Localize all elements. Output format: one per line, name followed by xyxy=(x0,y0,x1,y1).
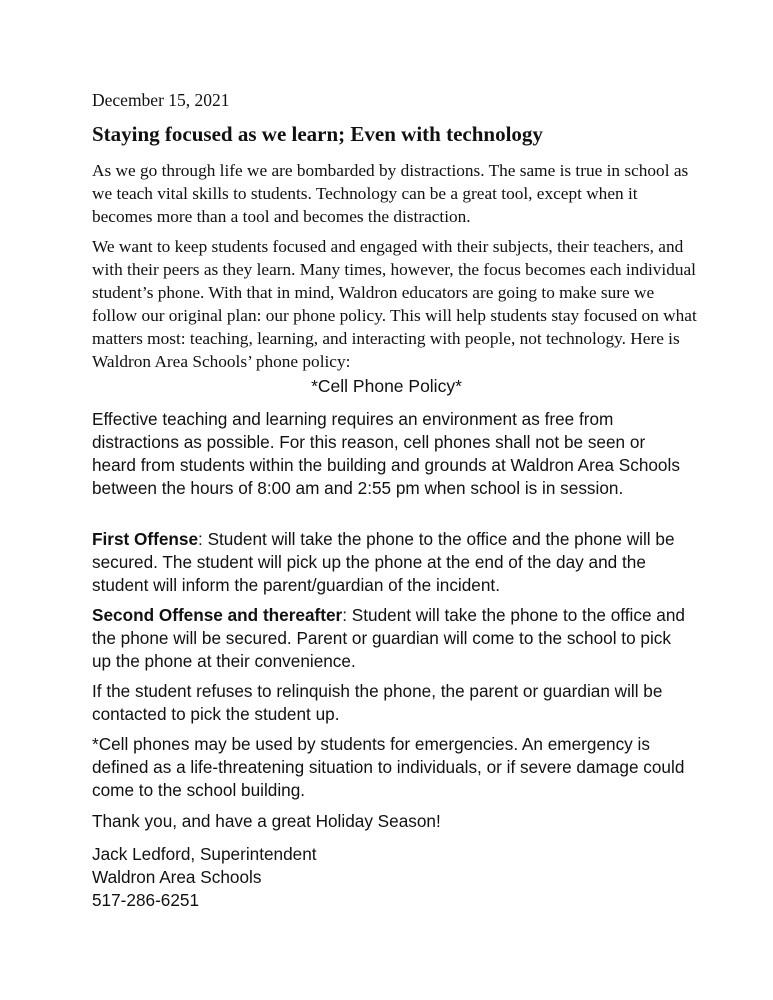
letter-date: December 15, 2021 xyxy=(92,90,230,110)
intro-paragraph-2: We want to keep students focused and engaged with their subjects, their teachers, and with their peers as they learn. Many times, however, the focus becomes each individual student’s phone. With that in mind, Waldron educators are going to make sure we follow our original plan: our phone policy. This will help students stay focused on what matters most: teaching, learning, and interacting with people, not technology. Here is Waldron Area Schools’ phone policy: xyxy=(92,237,697,371)
closing-line: Thank you, and have a great Holiday Season! xyxy=(92,811,441,831)
policy-statement: Effective teaching and learning requires an environment as free from distractions as possible. For this reason, cell phones shall not be seen or heard from students within the building and grounds at Waldron Area Schools between the hours of 8:00 am and 2:55 pm when school is in session. xyxy=(92,409,680,498)
policy-heading: *Cell Phone Policy* xyxy=(311,376,462,396)
signature-organization: Waldron Area Schools xyxy=(92,867,262,887)
second-offense-label: Second Offense and thereafter xyxy=(92,605,343,625)
intro-paragraph-1: As we go through life we are bombarded by distractions. The same is true in school as we teach vital skills to students. Technology can be a great tool, except when it becomes more than a tool and becomes the distraction. xyxy=(92,161,689,226)
refusal-paragraph: If the student refuses to relinquish the phone, the parent or guardian will be contacted to pick the student up. xyxy=(92,681,663,724)
first-offense-label: First Offense xyxy=(92,529,199,549)
second-offense-text: : Student will take the phone to the office and the phone will be secured. Parent or guardian will come to the school to pick up the phone at their convenience. xyxy=(92,605,685,671)
first-offense-text: : Student will take the phone to the office and the phone will be secured. The student will pick up the phone at the end of the day and the student will inform the parent/guardian of the incident. xyxy=(92,529,675,595)
signature-phone: 517-286-6251 xyxy=(92,890,200,910)
emergency-paragraph: *Cell phones may be used by students for emergencies. An emergency is defined as a life-threatening situation to individuals, or if severe damage could come to the school building. xyxy=(92,734,685,800)
second-offense-paragraph xyxy=(92,604,692,673)
signature-block xyxy=(92,843,317,912)
letter-title: Staying focused as we learn; Even with technology xyxy=(92,122,543,146)
first-offense-paragraph xyxy=(92,528,692,597)
signature-name: Jack Ledford, Superintendent xyxy=(92,844,317,864)
